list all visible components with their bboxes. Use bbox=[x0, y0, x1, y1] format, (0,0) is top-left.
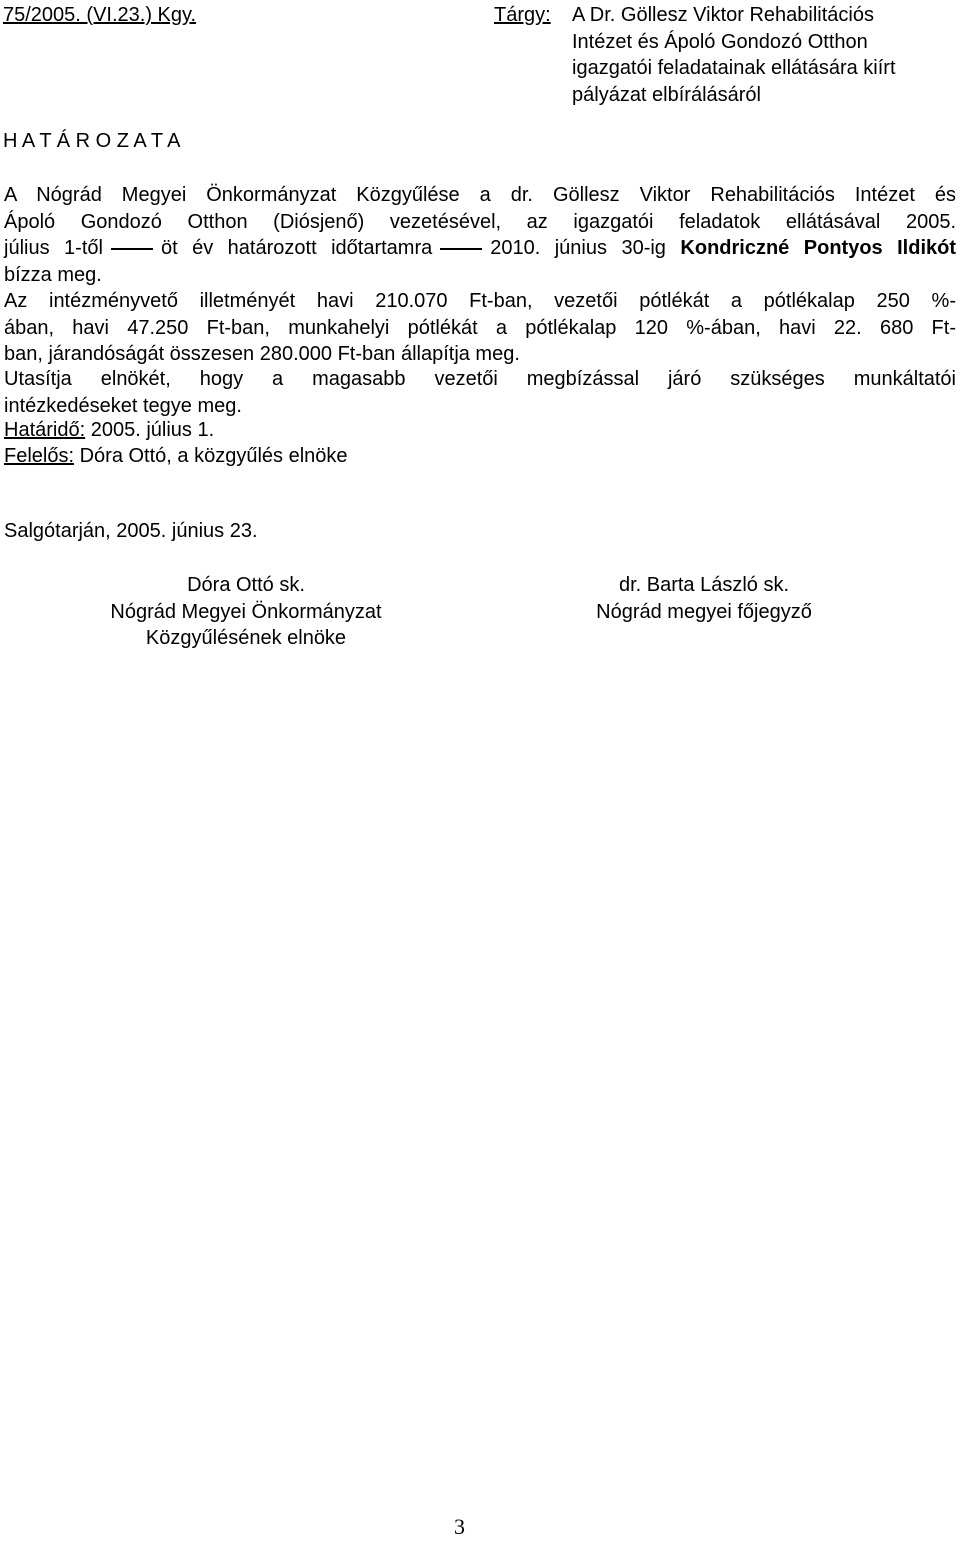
dash bbox=[111, 248, 153, 250]
resolution-reference: 75/2005. (VI.23.) Kgy. bbox=[3, 4, 197, 26]
signatory-name: dr. Barta László sk. bbox=[618, 574, 790, 596]
text-line: A Nógrád Megyei Önkormányzat Közgyűlése a dr. Göllesz Viktor Rehabilitációs Intézet és bbox=[4, 184, 956, 206]
term-duration: öt év határozott időtartamra bbox=[160, 237, 433, 260]
responsible bbox=[4, 445, 348, 468]
text-line: Utasítja elnökét, hogy a magasabb vezetői megbízással járó szükséges munkáltatói bbox=[4, 368, 956, 390]
deadline-label: Határidő: bbox=[4, 419, 86, 441]
text-line: ban, járandóságát összesen 280.000 Ft-ban állapítja meg. bbox=[4, 343, 520, 366]
resolution-paragraph-3 bbox=[4, 366, 956, 419]
text-line bbox=[4, 235, 956, 262]
deadline bbox=[4, 419, 214, 442]
signatory-name: Dóra Ottó sk. bbox=[187, 574, 305, 596]
subject-line: pályázat elbírálásáról bbox=[572, 84, 761, 106]
text-line: Az intézményvető illetményét havi 210.070 Ft-ban, vezetői pótlékát a pótlékalap 250 %- bbox=[4, 290, 956, 312]
deadline-value: 2005. július 1. bbox=[90, 419, 215, 441]
resolution-paragraph-2 bbox=[4, 288, 956, 368]
place-date: Salgótarján, 2005. június 23. bbox=[4, 520, 258, 542]
signatory-office: Közgyűlésének elnöke bbox=[145, 627, 347, 650]
subject-line: igazgatói feladatainak ellátására kiírt bbox=[572, 57, 896, 79]
text-line: ában, havi 47.250 Ft-ban, munkahelyi pótlékát a pótlékalap 120 %-ában, havi 22. 680 Ft- bbox=[4, 316, 956, 339]
responsible-label: Felelős: bbox=[4, 445, 75, 467]
signature-left bbox=[60, 572, 432, 652]
end-date: 2010. június 30-ig bbox=[490, 237, 666, 260]
subject-label: Tárgy: bbox=[494, 4, 551, 26]
text-line: bízza meg. bbox=[4, 263, 102, 286]
signatory-office: Nógrád Megyei Önkormányzat bbox=[110, 600, 382, 623]
resolution-paragraph-1 bbox=[4, 182, 956, 288]
subject-line: Intézet és Ápoló Gondozó Otthon bbox=[572, 31, 868, 53]
appointee-name: Kondriczné Pontyos Ildikót bbox=[680, 237, 957, 260]
responsible-value: Dóra Ottó, a közgyűlés elnöke bbox=[79, 445, 348, 467]
dash bbox=[440, 248, 482, 250]
text-line: Ápoló Gondozó Otthon (Diósjenő) vezetésével, az igazgatói feladatok ellátásával 2005. bbox=[4, 210, 956, 233]
signature-right bbox=[530, 572, 878, 625]
page-number: 3 bbox=[454, 1514, 465, 1539]
signatory-office: Nógrád megyei főjegyző bbox=[596, 600, 812, 623]
text-line: intézkedéseket tegye meg. bbox=[4, 394, 242, 417]
resolution-heading: H A T Á R O Z A T A bbox=[3, 130, 181, 152]
start-date: július 1-től bbox=[4, 237, 103, 260]
subject-line: A Dr. Göllesz Viktor Rehabilitációs bbox=[572, 4, 874, 26]
